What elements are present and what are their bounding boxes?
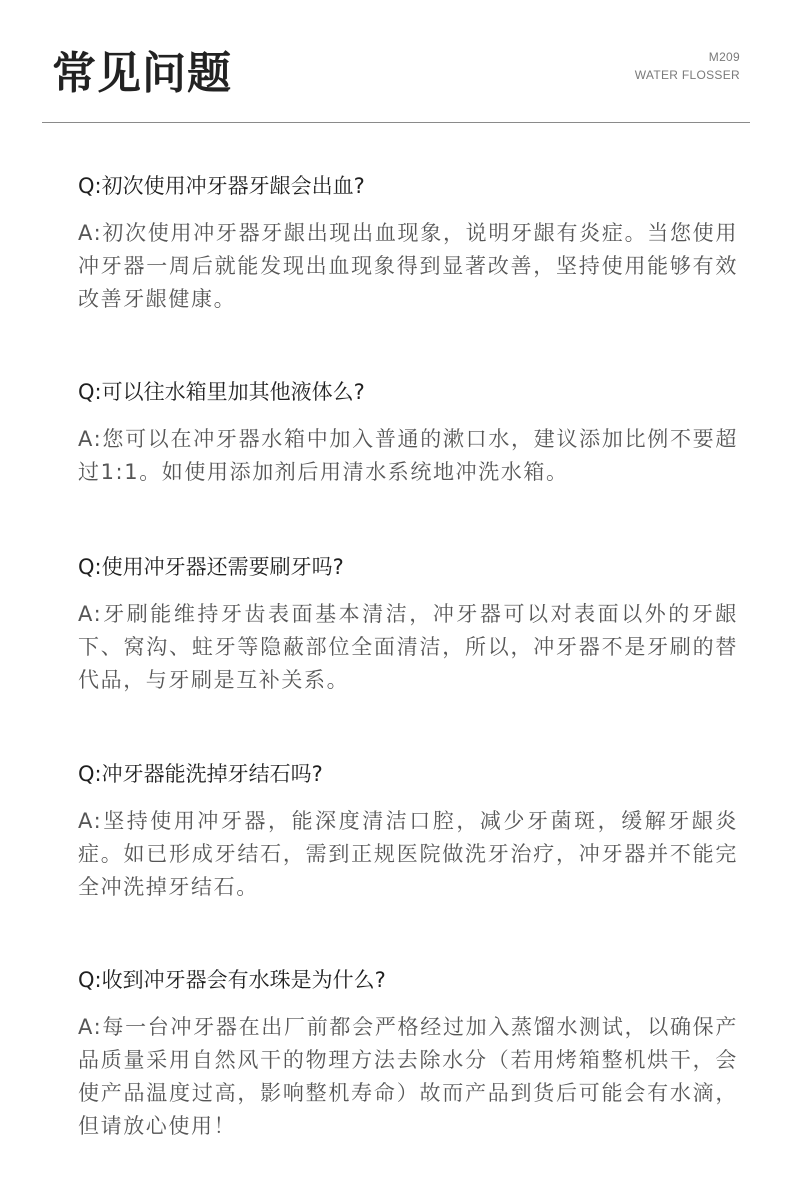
faq-answer: A:牙刷能维持牙齿表面基本清洁，冲牙器可以对表面以外的牙龈下、窝沟、蛀牙等隐蔽部位全面清洁，所以，冲牙器不是牙刷的替代品，与牙刷是互补关系。 xyxy=(78,602,738,692)
page-title: 常见问题 xyxy=(52,48,232,99)
header-divider xyxy=(42,122,750,123)
faq-answer: A:每一台冲牙器在出厂前都会严格经过加入蒸馏水测试，以确保产品质量采用自然风干的物理方法去除水分（若用烤箱整机烘干，会使产品温度过高，影响整机寿命）故而产品到货后可能会有水滴，但请放心使用！ xyxy=(78,1015,738,1138)
faq-item xyxy=(78,758,738,904)
faq-question: Q:收到冲牙器会有水珠是为什么? xyxy=(78,968,386,992)
faq-item xyxy=(78,376,738,489)
page-header xyxy=(0,0,790,124)
model-number: M209 xyxy=(708,50,740,64)
faq-question: Q:初次使用冲牙器牙龈会出血? xyxy=(78,174,365,198)
faq-question: Q:使用冲牙器还需要刷牙吗? xyxy=(78,555,344,579)
faq-answer: A:您可以在冲牙器水箱中加入普通的漱口水，建议添加比例不要超过1:1。如使用添加剂后用清水系统地冲洗水箱。 xyxy=(78,427,738,484)
faq-question: Q:可以往水箱里加其他液体么? xyxy=(78,380,365,404)
faq-answer: A:初次使用冲牙器牙龈出现出血现象，说明牙龈有炎症。当您使用冲牙器一周后就能发现出血现象得到显著改善，坚持使用能够有效改善牙龈健康。 xyxy=(78,221,738,311)
faq-question: Q:冲牙器能洗掉牙结石吗? xyxy=(78,762,323,786)
faq-item xyxy=(78,551,738,697)
faq-answer: A:坚持使用冲牙器，能深度清洁口腔，减少牙菌斑，缓解牙龈炎症。如已形成牙结石，需到正规医院做洗牙治疗，冲牙器并不能完全冲洗掉牙结石。 xyxy=(78,809,738,899)
product-name: WATER FLOSSER xyxy=(634,68,740,82)
faq-item xyxy=(78,964,738,1143)
model-info xyxy=(635,48,740,84)
faq-item xyxy=(78,170,738,316)
